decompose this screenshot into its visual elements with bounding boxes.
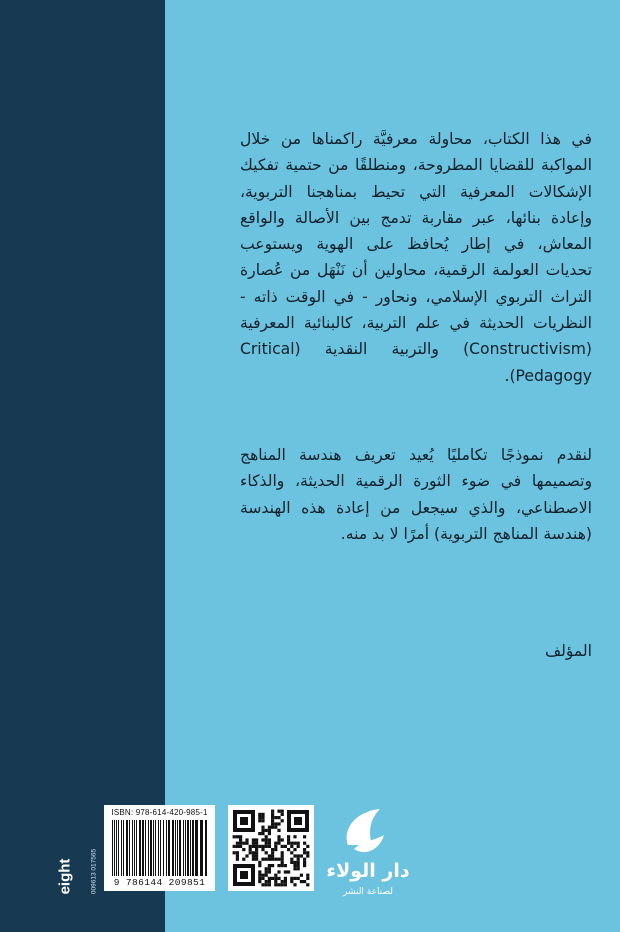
- publisher-tagline: لصناعة النشر: [342, 887, 393, 897]
- isbn-barcode: [104, 805, 215, 891]
- barcode-digits: 9 786144 209851: [113, 877, 206, 888]
- qr-code-icon: [228, 805, 314, 891]
- author-signature: المؤلف: [544, 642, 592, 660]
- publisher-name: دار الولاء: [326, 860, 410, 882]
- blurb-paragraph-1: في هذا الكتاب، محاولة معرفيَّة راكمناها من خلال المواكبة للقضايا المطروحة، ومنطلقًا من حتمية تفكيك الإشكالات المعرفية التي تحيط بمناهجنا التربوية، وإعادة بنائها، عبر مقاربة تدمج بين الأصالة والواقع المعاش، في إطار يُحافظ على الهوية ويستوعب تحديات العولمة الرقمية، محاولين أن نَنْهَل من عُصارة التراث التربوي الإسلامي، ونحاور - في الوقت ذاته - النظريات الحديثة في علم التربية، كالبنائية المعرفية (Constructivism) والتربية النقدية (Critical Pedagogy).: [240, 130, 592, 385]
- publisher-logo-icon: [340, 805, 390, 860]
- barcode-bars-icon: [108, 820, 211, 876]
- distributor-logo: eight: [56, 858, 74, 895]
- isbn-label: ISBN: 978-614-420-985-1: [111, 808, 208, 817]
- blurb-paragraph-2: لنقدم نموذجًا تكامليًا يُعيد تعريف هندسة المناهج وتصميمها في ضوء الثورة الرقمية الحديثة، والذكاء الاصطناعي، والذي سيجعل من إعادة هذه الهندسة (هندسة المناهج التربوية) أمرًا لا بد منه.: [240, 446, 592, 543]
- book-spine: [0, 0, 165, 932]
- distributor-code: 009613 017565: [90, 848, 98, 895]
- qr-code: [228, 805, 314, 891]
